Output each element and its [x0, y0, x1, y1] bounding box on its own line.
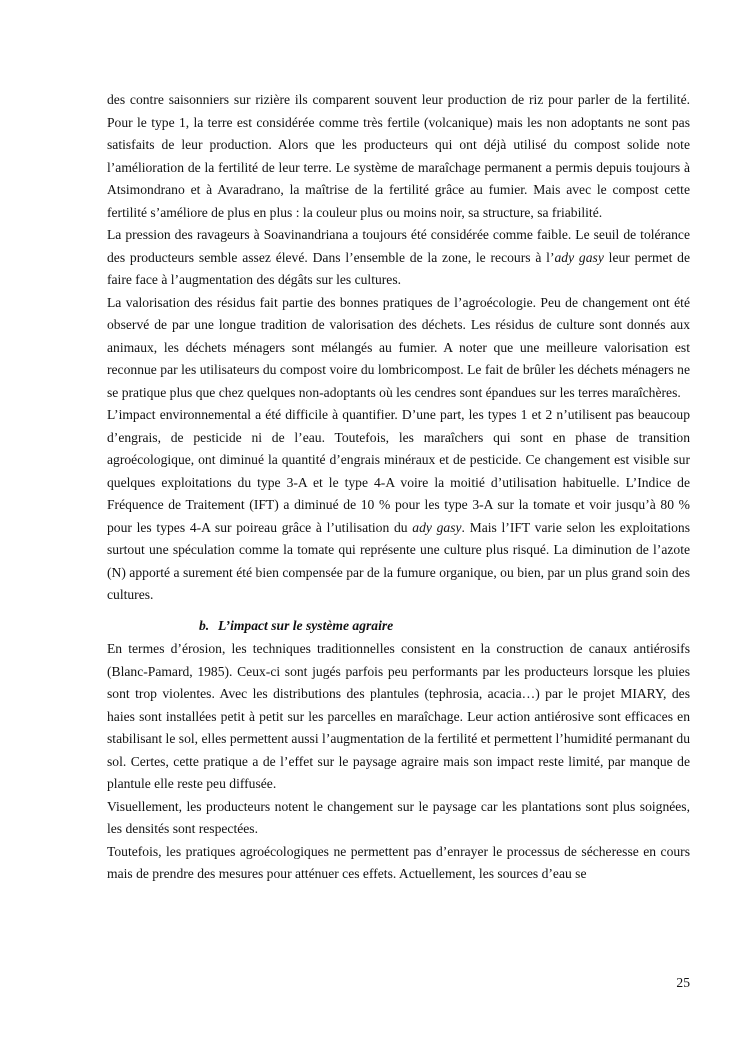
text-run: La valorisation des résidus fait partie des bonnes pratiques de l’agroécologie. Peu de changement ont été observé de par une longue tradition de valorisation des déchets. Les résidus de culture sont donnés aux animaux, les déchets ménagers sont mélangés au fumier. A noter que une meilleure valorisation est reconnue par les utilisateurs du compost voire du lombricompost. Le fait de brûler les déchets ménagers ne se pratique plus que chez quelques non-adoptants où les cendres sont épandues sur les terres maraîchères. — [107, 294, 690, 400]
italic-term: ady gasy — [412, 519, 462, 535]
paragraph-residues — [107, 292, 690, 405]
paragraph-landscape — [107, 796, 690, 841]
paragraph-environmental-impact — [107, 404, 690, 607]
paragraph-drought — [107, 841, 690, 886]
text-run: L’impact environnemental a été difficile à quantifier. D’une part, les types 1 et 2 n’utilisent pas beaucoup d’engrais, de pesticide ni de l’eau. Toutefois, les maraîchers qui sont en phase de transition agroécologique, ont diminué la quantité d’engrais minéraux et de pesticide. Ce changement est visible sur quelques exploitations du type 3-A et le type 4-A voire la moitié d’utilisation habituelle. L’Indice de Fréquence de Traitement (IFT) a diminué de 10 % pour les type 3-A sur la tomate et voir jusqu’à 80 % pour les types 4-A sur poireau grâce à l’utilisation du — [107, 407, 690, 535]
text-run: . Mais l’IFT varie selon les exploitations surtout une spéculation comme la tomate qui représente une culture plus risqué. La diminution de l’azote (N) apporté a surement été bien compensée par de la fumure organique, ou bien, par un plus grand soin des cultures. — [107, 519, 690, 602]
text-run: La pression des ravageurs à Soavinandriana a toujours été considérée comme faible. Le seuil de tolérance des producteurs semble assez élevé. Dans l’ensemble de la zone, le recours à l’ — [107, 227, 690, 265]
paragraph-pests — [107, 224, 690, 292]
text-run: des contre saisonniers sur rizière ils comparent souvent leur production de riz pour parler de la fertilité. Pour le type 1, la terre est considérée comme très fertile (volcanique) mais les non adoptants ne sont pas satisfaits de leur production. Alors que les producteurs qui ont déjà utilisé du compost solide note l’amélioration de la fertilité de leur terre. Le système de maraîchage permanent a permis depuis toujours à Atsimondrano et à Avaradrano, la maîtrise de la fertilité grâce au fumier. Mais avec le compost cette fertilité s’améliore de plus en plus : la couleur plus ou moins noir, sa structure, sa friabilité. — [107, 92, 690, 220]
italic-term: ady gasy — [554, 249, 604, 265]
text-run: Visuellement, les producteurs notent le changement sur le paysage car les plantations sont plus soignées, les densités sont respectées. — [107, 798, 690, 836]
heading-title: L’impact sur le système agraire — [218, 617, 394, 633]
paragraph-fertility — [107, 89, 690, 224]
text-run: En termes d’érosion, les techniques traditionnelles consistent en la construction de canaux antiérosifs (Blanc-Pamard, 1985). Ceux-ci sont jugés parfois peu performants par les producteurs lorsque les pluies sont trop violentes. Avec les distributions des plantules (tephrosia, acacia…) par le projet MIARY, des haies sont installées petit à petit sur les parcelles en maraîchage. Leur action antiérosive sont efficaces en stabilisant le sol, elles permettent aussi l’augmentation de la fertilité et permettent l’humidité permanant du sol. Certes, cette pratique a de l’effet sur le paysage agraire mais son impact reste limité, par manque de plantule elle reste peu diffusée. — [107, 641, 690, 791]
page-number: 25 — [676, 975, 690, 990]
section-heading — [107, 615, 690, 638]
heading-number: b. — [199, 617, 210, 633]
section-before-heading — [107, 89, 690, 607]
text-run: Toutefois, les pratiques agroécologiques ne permettent pas d’enrayer le processus de sécheresse en cours mais de prendre des mesures pour atténuer ces effets. Actuellement, les sources d’eau se — [107, 843, 690, 881]
section-after-heading — [107, 638, 690, 886]
paragraph-erosion — [107, 638, 690, 796]
page-body — [107, 89, 690, 886]
text-run: leur permet de faire face à l’augmentation des dégâts sur les cultures. — [107, 249, 690, 287]
